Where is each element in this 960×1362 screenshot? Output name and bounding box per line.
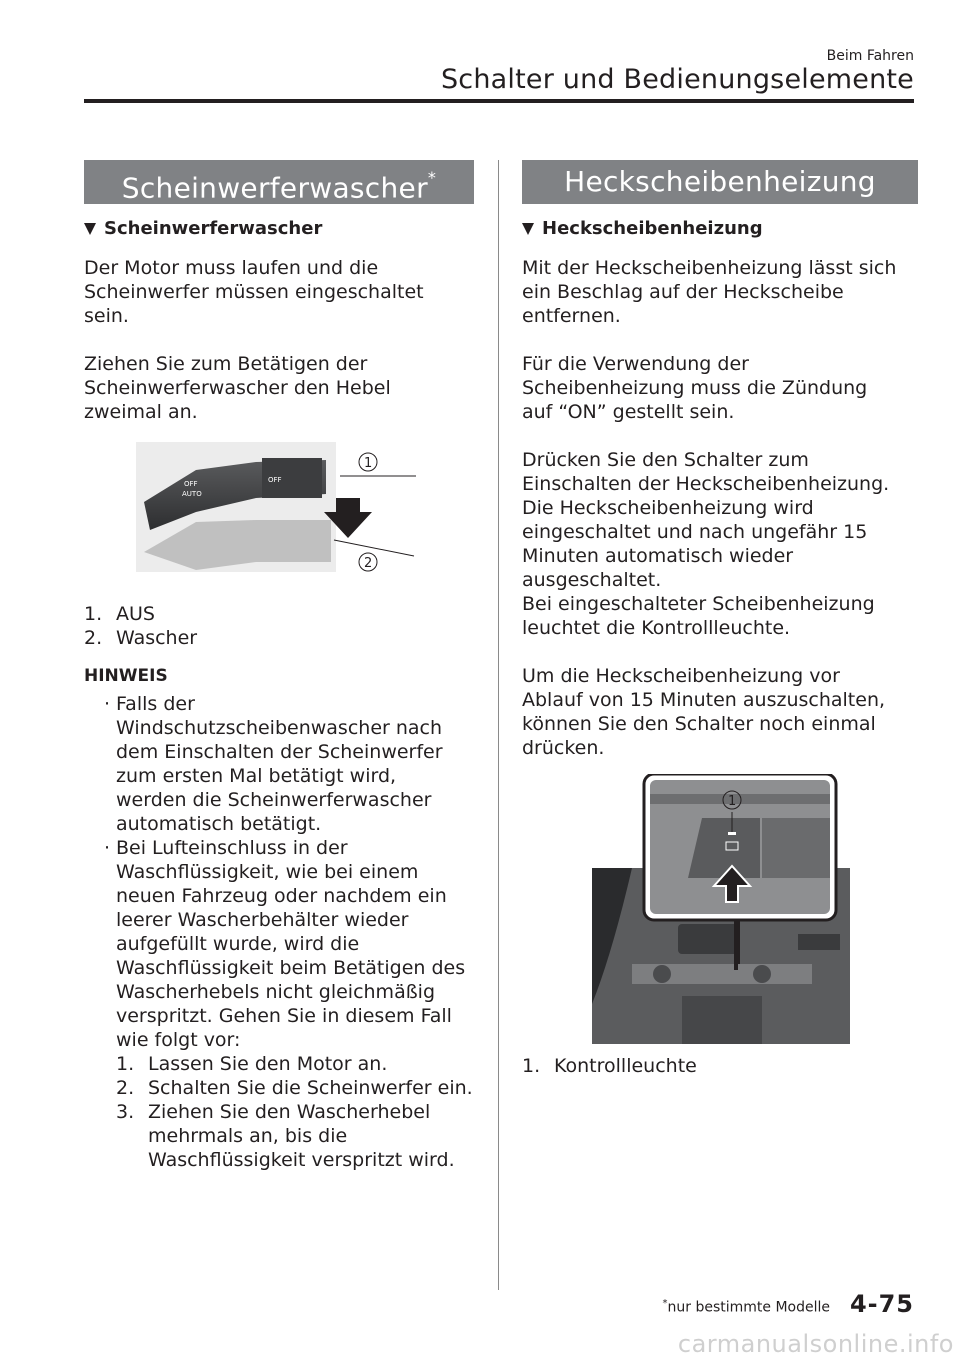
paragraph — [522, 664, 918, 760]
step-item — [116, 1076, 474, 1100]
pointer-line — [734, 918, 740, 964]
step-text-cont: Waschflüssigkeit verspritzt wird. — [148, 1149, 455, 1171]
text-line: Scheibenheizung muss die Zündung — [522, 377, 868, 399]
bullet-dot: · — [104, 693, 111, 715]
legend-item — [522, 1054, 918, 1078]
figure-legend — [522, 1054, 918, 1078]
text-line: ausgeschaltet. — [522, 569, 662, 591]
section-title: Schalter und Bedienungselemente — [440, 64, 914, 95]
subheading — [84, 216, 474, 242]
triangle-down-icon — [522, 223, 534, 235]
text-line: eingeschaltet und nach ungefähr 15 — [522, 521, 868, 543]
legend-num: 1. — [84, 603, 103, 625]
knob-right — [753, 965, 771, 983]
text-line: verspritzt. Gehen Sie in diesem Fall — [116, 1005, 452, 1027]
text-line: leerer Wascherbehälter wieder — [116, 909, 409, 931]
text-line: Um die Heckscheibenheizung vor — [522, 665, 840, 687]
legend-item — [84, 626, 474, 650]
text-line: drücken. — [522, 737, 605, 759]
right-column — [522, 160, 918, 1078]
text-line: neuen Fahrzeug oder nachdem ein — [116, 885, 447, 907]
paragraph — [84, 352, 474, 424]
text-line: dem Einschalten der Scheinwerfer — [116, 741, 443, 763]
lever-illustration — [136, 442, 426, 592]
right-vent — [798, 934, 840, 950]
optional-mark: * — [427, 168, 437, 187]
note-bullets — [102, 692, 474, 1172]
chapter-title: Beim Fahren — [826, 48, 914, 64]
step-num: 1. — [116, 1053, 135, 1075]
paragraph — [522, 256, 918, 328]
dashboard-illustration — [592, 774, 850, 1044]
step-text: Ziehen Sie den Wascherhebel — [148, 1101, 431, 1123]
text-line: zweimal an. — [84, 401, 198, 423]
leader-line-2 — [334, 540, 414, 556]
page-number: 4-75 — [849, 1290, 914, 1318]
figure-legend — [84, 602, 474, 650]
text-line: Bei Lufteinschluss in der — [116, 837, 348, 859]
step-num: 3. — [116, 1101, 135, 1123]
step-text: Lassen Sie den Motor an. — [148, 1053, 388, 1075]
paragraph — [522, 352, 918, 424]
text-line: Ablauf von 15 Minuten auszuschalten, — [522, 689, 886, 711]
text-line: auf “ON” gestellt sein. — [522, 401, 735, 423]
text-line: sein. — [84, 305, 129, 327]
lever-label-off: OFF — [184, 480, 198, 488]
column-divider — [498, 160, 499, 1290]
legend-text: Wascher — [116, 627, 198, 649]
callout-1: 1 — [728, 794, 737, 809]
subheading — [522, 216, 918, 242]
page-header — [84, 44, 914, 106]
knob-left — [653, 965, 671, 983]
text-line: Waschflüssigkeit, wie bei einem — [116, 861, 419, 883]
banner-title: Scheinwerferwascher — [121, 171, 428, 205]
step-text-cont: mehrmals an, bis die — [148, 1125, 348, 1147]
step-text: Schalten Sie die Scheinwerfer ein. — [148, 1077, 473, 1099]
headlamp-washer-banner — [84, 160, 474, 204]
watermark: carmanualsonline.info — [677, 1330, 954, 1358]
text-line: leuchtet die Kontrollleuchte. — [522, 617, 791, 639]
text-line: Bei eingeschalteter Scheibenheizung — [522, 593, 875, 615]
note-bullet — [102, 836, 474, 1172]
text-line: Wascherhebels nicht gleichmäßig — [116, 981, 436, 1003]
step-item — [116, 1100, 474, 1124]
lever-label-auto: AUTO — [182, 490, 202, 498]
legend-item — [84, 602, 474, 626]
text-line: können Sie den Schalter noch einmal — [522, 713, 876, 735]
footnote-text: nur bestimmte Modelle — [667, 1299, 830, 1316]
text-line: Mit der Heckscheibenheizung lässt sich — [522, 257, 897, 279]
banner-title: Heckscheibenheizung — [564, 165, 876, 198]
text-line: Minuten automatisch wieder — [522, 545, 794, 567]
center-vent — [678, 924, 738, 954]
rear-defroster-banner — [522, 160, 918, 204]
text-line: wie folgt vor: — [116, 1029, 241, 1051]
text-line: Waschflüssigkeit beim Betätigen des — [116, 957, 466, 979]
legend-num: 1. — [522, 1055, 541, 1077]
legend-text: Kontrollleuchte — [554, 1055, 697, 1077]
text-line: Einschalten der Heckscheibenheizung. — [522, 473, 890, 495]
footnote-mark: * — [662, 1298, 668, 1309]
subheading-text: Heckscheibenheizung — [542, 218, 763, 239]
indicator-light — [728, 832, 736, 835]
text-line: Der Motor muss laufen und die — [84, 257, 379, 279]
lever-svg — [136, 442, 426, 592]
text-line: Scheinwerfer müssen eingeschaltet — [84, 281, 424, 303]
text-line: werden die Scheinwerferwascher — [116, 789, 432, 811]
legend-num: 2. — [84, 627, 103, 649]
text-line: ein Beschlag auf der Heckscheibe — [522, 281, 844, 303]
note-bullet — [102, 692, 474, 836]
text-line: Windschutzscheibenwascher nach — [116, 717, 443, 739]
switch-right — [762, 818, 830, 878]
legend-text: AUS — [116, 603, 155, 625]
step-item — [116, 1052, 474, 1076]
text-line: Für die Verwendung der — [522, 353, 749, 375]
step-num: 2. — [116, 1077, 135, 1099]
text-line: zum ersten Mal betätigt wird, — [116, 765, 397, 787]
text-line: Die Heckscheibenheizung wird — [522, 497, 814, 519]
dashboard-svg — [592, 774, 850, 1044]
lever-label-off2: OFF — [268, 476, 282, 484]
triangle-down-icon — [84, 223, 96, 235]
center-console — [682, 996, 762, 1044]
paragraph — [522, 448, 918, 640]
text-line: aufgefüllt wurde, wird die — [116, 933, 360, 955]
text-line: Drücken Sie den Schalter zum — [522, 449, 809, 471]
text-line: Scheinwerferwascher den Hebel — [84, 377, 391, 399]
bullet-dot: · — [104, 837, 111, 859]
footnote — [663, 1298, 831, 1316]
paragraph — [84, 256, 474, 328]
callout-2: 2 — [364, 556, 373, 571]
header-rule — [84, 99, 914, 103]
text-line: Ziehen Sie zum Betätigen der — [84, 353, 368, 375]
procedure-steps — [116, 1052, 474, 1172]
text-line: automatisch betätigt. — [116, 813, 322, 835]
left-column — [84, 160, 474, 1172]
text-line: entfernen. — [522, 305, 621, 327]
callout-1: 1 — [364, 456, 373, 471]
text-line: Falls der — [116, 693, 195, 715]
subheading-text: Scheinwerferwascher — [104, 218, 323, 239]
note-title: HINWEIS — [84, 666, 168, 686]
